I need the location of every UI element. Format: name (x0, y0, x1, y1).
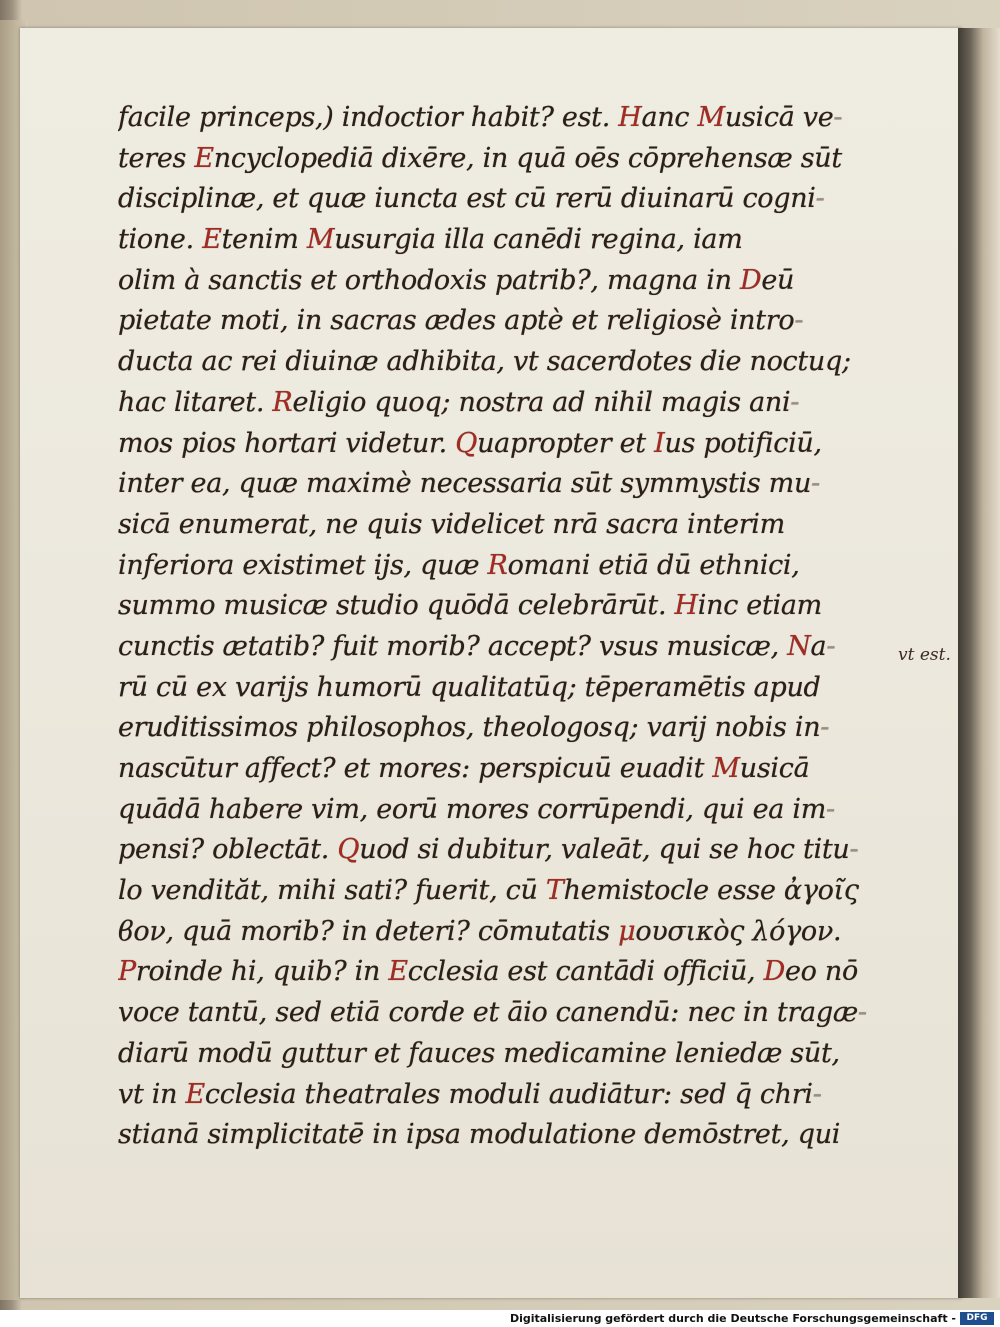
text-segment: ncyclopediā dixēre, in quā oēs cōprehensæ sūt (213, 142, 842, 174)
text-segment: teres (118, 142, 195, 174)
rubricated-initial: D (763, 956, 785, 988)
manuscript-line (118, 342, 890, 383)
text-segment: mos pios hortari videtur. (118, 427, 456, 459)
text-segment: stianā simplicitatē in ipsa modulatione demōstret, qui (118, 1119, 841, 1151)
line-hyphen: - (815, 183, 825, 215)
rubricated-initial: M (306, 224, 335, 256)
text-segment: cclesia theatrales moduli audiātur: sed q̄ chri (204, 1078, 813, 1110)
text-segment: inferiora existimet ijs, quæ (118, 549, 488, 581)
rubricated-initial: E (194, 142, 214, 174)
manuscript-line (118, 261, 890, 302)
text-segment: us potificiū, (664, 427, 822, 459)
line-hyphen: - (857, 997, 867, 1029)
manuscript-line (118, 1115, 890, 1156)
line-hyphen: - (812, 1078, 822, 1110)
manuscript-line (118, 301, 890, 342)
text-segment: hac litaret. (118, 386, 273, 418)
text-segment: tenim (221, 224, 307, 256)
page-edge (958, 28, 1000, 1298)
manuscript-line (118, 179, 890, 220)
text-segment: voce tantū, sed etiā corde et āio canendū: nec in tragæ (118, 997, 858, 1029)
rubricated-initial: R (487, 549, 508, 581)
text-segment: eo nō (784, 956, 858, 988)
manuscript-line (118, 790, 890, 831)
text-segment: omani etiā dū ethnici, (507, 549, 800, 581)
text-segment: pensi? oblectāt. (118, 834, 338, 866)
text-segment: diarū modū guttur et fauces medicamine leniedæ sūt, (118, 1037, 840, 1069)
text-segment: cunctis ætatib? fuit morib? accept? vsus musicæ, (118, 630, 788, 662)
text-segment: hemistocle esse ἀγοῖς (563, 875, 859, 907)
manuscript-line (118, 952, 890, 993)
text-segment: anc (641, 102, 698, 133)
line-hyphen: - (820, 712, 830, 744)
text-segment: uod si dubitur, valeāt, qui se hoc titu (359, 834, 850, 866)
text-segment: eruditissimos philosophos, theologosq; varij nobis in (118, 712, 821, 744)
rubricated-initial: μ (618, 915, 636, 947)
line-hyphen: - (849, 834, 859, 866)
rubricated-initial: H (674, 590, 698, 622)
manuscript-line (118, 912, 890, 953)
line-hyphen: - (811, 468, 820, 500)
text-segment: nascūtur affect? et mores: perspicuū euadit (118, 753, 713, 784)
rubricated-initial: Q (337, 834, 360, 866)
footer-credit: Digitalisierung gefördert durch die Deutsche Forschungsgemeinschaft - (509, 1312, 956, 1325)
text-segment: rū cū ex varijs humorū qualitatūq; tēperamētis apud (118, 671, 821, 703)
manuscript-line (118, 627, 890, 668)
rubricated-initial: M (697, 102, 725, 133)
manuscript-line (118, 505, 890, 546)
manuscript-line (118, 871, 890, 912)
rubricated-initial: E (185, 1078, 205, 1110)
text-segment: facile princeps,) indoctior habit? est. (118, 102, 619, 133)
text-segment: cclesia est cantādi officiū, (407, 956, 764, 988)
rubricated-initial: R (272, 386, 293, 418)
line-hyphen: - (794, 305, 804, 337)
rubricated-initial: E (202, 224, 222, 256)
text-segment: eū (761, 264, 795, 296)
text-segment: inc etiam (697, 590, 822, 622)
text-segment: sicā enumerat, ne quis videlicet nrā sacra interim (118, 508, 785, 540)
rubricated-initial: H (618, 102, 642, 133)
manuscript-line (118, 749, 890, 790)
line-hyphen: - (826, 793, 835, 825)
rubricated-initial: I (654, 427, 665, 459)
rubricated-initial: D (739, 264, 762, 296)
text-segment: a (810, 630, 827, 662)
manuscript-line (118, 139, 890, 180)
line-hyphen: - (790, 386, 800, 418)
line-hyphen: - (826, 630, 836, 662)
manuscript-line (118, 383, 890, 424)
text-segment: ducta ac rei diuinæ adhibita, vt sacerdotes die noctuq; (118, 346, 851, 378)
line-hyphen: - (833, 102, 843, 133)
text-segment: usicā (739, 753, 810, 784)
manuscript-line (118, 1075, 890, 1116)
manuscript-line (118, 424, 890, 465)
text-segment: summo musicæ studio quōdā celebrārūt. (118, 590, 675, 622)
text-segment: disciplinæ, et quæ iuncta est cū rerū diuinarū cogni (118, 183, 816, 215)
text-segment: usurgia illa canēdi regina, iam (334, 224, 743, 256)
text-segment: eligio quoq; nostra ad nihil magis ani (292, 386, 791, 418)
text-segment: lo vendităt, mihi sati? fuerit, cū (118, 875, 546, 907)
rubricated-initial: E (388, 956, 408, 988)
text-segment: uapropter et (477, 427, 655, 459)
manuscript-line (118, 220, 890, 261)
rubricated-initial: Q (455, 427, 478, 459)
rubricated-initial: M (712, 753, 740, 784)
text-segment: roinde hi, quib? in (135, 956, 389, 988)
text-segment: olim à sanctis et orthodoxis patrib?, magna in (118, 264, 740, 296)
manuscript-line (118, 708, 890, 749)
manuscript-line (118, 668, 890, 709)
margin-note: vt est. (898, 645, 951, 665)
text-segment: usicā ve (724, 102, 834, 133)
rubricated-initial: N (787, 630, 811, 662)
rubricated-initial: T (545, 875, 564, 907)
manuscript-line (118, 98, 890, 139)
dfg-logo: DFG (960, 1312, 994, 1325)
text-segment: tione. (118, 224, 203, 256)
manuscript-line (118, 993, 890, 1034)
manuscript-line (118, 1034, 890, 1075)
manuscript-line (118, 830, 890, 871)
text-segment: inter ea, quæ maximè necessaria sūt symmystis mu (118, 468, 812, 500)
rubricated-initial: P (118, 956, 136, 988)
text-segment: pietate moti, in sacras ædes aptè et religiosè intro (118, 305, 795, 337)
text-segment: ϐον, quā morib? in deteri? cōmutatis (118, 915, 619, 947)
manuscript-line (118, 586, 890, 627)
manuscript-line (118, 464, 890, 505)
manuscript-line (118, 546, 890, 587)
text-segment: vt in (118, 1078, 186, 1110)
text-segment: quādā habere vim, eorū mores corrūpendi, qui ea im (118, 793, 827, 825)
text-segment: ουσικὸς λόγον. (635, 915, 842, 947)
manuscript-text-block (118, 98, 890, 1156)
